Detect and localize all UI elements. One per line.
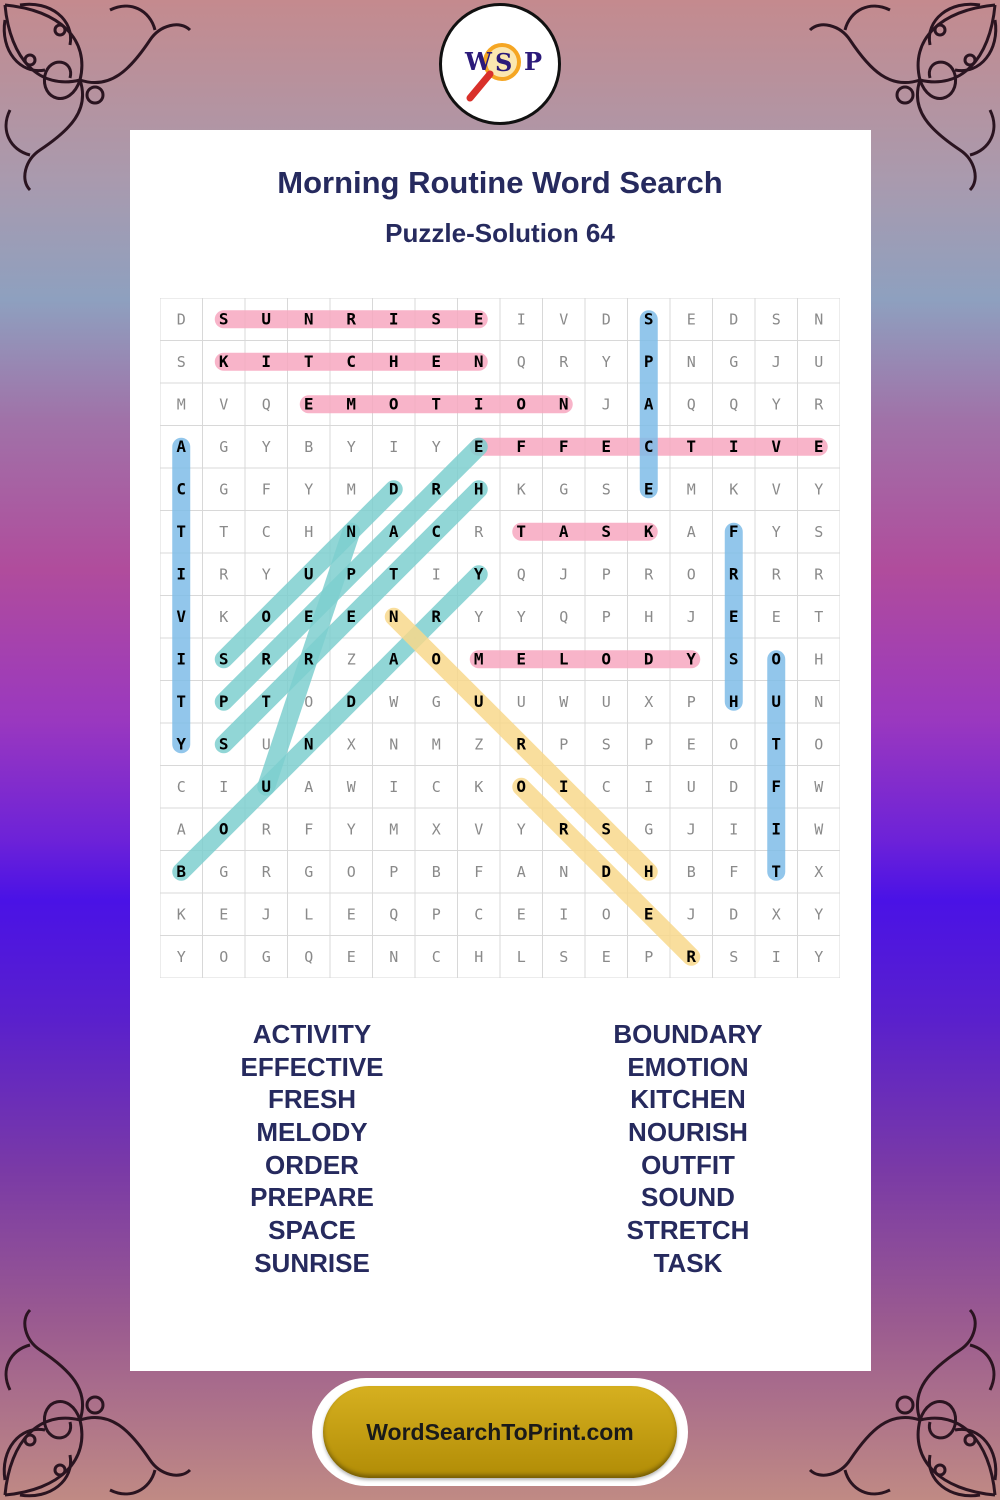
grid-cell-letter: C <box>176 479 187 499</box>
grid-cell-letter: I <box>516 310 526 329</box>
grid-cell-letter: M <box>431 735 441 754</box>
grid-cell-letter: H <box>304 522 314 541</box>
grid-cell-letter: G <box>304 862 314 881</box>
grid-cell-letter: X <box>644 692 654 711</box>
grid-cell-letter: Y <box>261 437 271 456</box>
grid-cell-letter: S <box>814 522 824 541</box>
grid-cell-letter: Q <box>729 395 739 414</box>
grid-cell-letter: P <box>643 351 654 371</box>
grid-cell-letter: G <box>219 437 229 456</box>
grid-cell-letter: E <box>771 607 781 626</box>
grid-cell-letter: T <box>431 394 442 414</box>
grid-cell-letter: S <box>601 521 612 541</box>
grid-cell-letter: Y <box>814 480 824 499</box>
grid-cell-letter: R <box>261 820 271 839</box>
grid-cell-letter: T <box>388 564 399 584</box>
grid-cell-letter: O <box>431 649 442 669</box>
grid-cell-letter: O <box>219 947 229 966</box>
page-subtitle: Puzzle-Solution 64 <box>385 218 615 248</box>
grid-cell-letter: I <box>219 777 229 796</box>
grid-cell-letter: N <box>389 735 399 754</box>
grid-cell-letter: F <box>771 776 782 796</box>
grid-cell-letter: J <box>686 607 696 626</box>
grid-cell-letter: V <box>176 606 187 626</box>
grid-cell-letter: F <box>474 862 484 881</box>
grid-cell-letter: A <box>686 522 696 541</box>
grid-cell-letter: V <box>559 310 569 329</box>
grid-cell-letter: T <box>771 861 782 881</box>
grid-cell-letter: L <box>558 649 569 669</box>
grid-cell-letter: S <box>601 735 611 754</box>
grid-cell-letter: E <box>219 905 229 924</box>
grid-cell-letter: T <box>686 436 697 456</box>
logo-letter-w: W <box>465 47 492 76</box>
grid-cell-letter: I <box>389 437 399 456</box>
grid-cell-letter: O <box>218 819 229 839</box>
grid-cell-letter: S <box>431 309 442 329</box>
grid-cell-letter: Y <box>474 607 484 626</box>
grid-cell-letter: Y <box>261 565 271 584</box>
grid-cell-letter: G <box>219 480 229 499</box>
wsp-logo[interactable] <box>439 3 561 125</box>
grid-cell-letter: N <box>558 394 569 414</box>
grid-cell-letter: Y <box>473 564 484 584</box>
grid-cell-letter: J <box>261 905 271 924</box>
grid-cell-letter: I <box>473 394 484 414</box>
grid-cell-letter: D <box>729 310 739 329</box>
grid-cell-letter: Y <box>686 649 697 669</box>
grid-cell-letter: U <box>771 691 782 711</box>
grid-cell-letter: H <box>644 607 654 626</box>
grid-cell-letter: Q <box>686 395 696 414</box>
grid-cell-letter: K <box>516 480 526 499</box>
grid-cell-letter: R <box>516 734 527 754</box>
grid-cell-letter: M <box>473 649 484 669</box>
grid-cell-letter: G <box>431 692 441 711</box>
grid-cell-letter: R <box>558 819 569 839</box>
grid-cell-letter: J <box>771 352 781 371</box>
grid-cell-letter: T <box>176 521 187 541</box>
grid-cell-letter: U <box>261 735 271 754</box>
grid-cell-letter: A <box>558 521 569 541</box>
grid-cell-letter: O <box>601 649 612 669</box>
word-list-item: EFFECTIVE <box>240 1051 384 1082</box>
grid-cell-letter: G <box>729 352 739 371</box>
grid-cell-letter: P <box>601 565 611 584</box>
grid-cell-letter: F <box>516 436 527 456</box>
grid-cell-letter: M <box>346 394 357 414</box>
grid-cell-letter: C <box>346 351 357 371</box>
grid-cell-letter: P <box>601 607 611 626</box>
grid-cell-letter: H <box>814 650 824 669</box>
grid-cell-letter: U <box>261 309 272 329</box>
grid-cell-letter: O <box>771 649 782 669</box>
grid-cell-letter: O <box>261 606 272 626</box>
grid-cell-letter: X <box>431 820 441 839</box>
grid-cell-letter: Z <box>474 735 484 754</box>
grid-cell-letter: E <box>686 310 696 329</box>
grid-cell-letter: T <box>176 691 187 711</box>
grid-cell-letter: J <box>559 565 569 584</box>
grid-cell-letter: E <box>686 735 696 754</box>
grid-cell-letter: S <box>643 309 654 329</box>
page-title: Morning Routine Word Search <box>277 165 723 200</box>
grid-cell-letter: D <box>601 310 611 329</box>
word-list-item: SUNRISE <box>254 1247 370 1278</box>
word-list-item: KITCHEN <box>630 1084 746 1115</box>
grid-cell-letter: R <box>814 565 824 584</box>
word-list-right <box>528 1018 848 1280</box>
grid-cell-letter: R <box>559 352 569 371</box>
word-list-item: STRETCH <box>626 1215 750 1246</box>
grid-cell-letter: R <box>261 649 272 669</box>
grid-cell-letter: T <box>219 522 229 541</box>
grid-cell-letter: L <box>304 905 314 924</box>
grid-cell-letter: M <box>346 480 356 499</box>
grid-cell-letter: Y <box>176 947 186 966</box>
grid-cell-letter: E <box>643 904 654 924</box>
grid-cell-letter: R <box>644 565 654 584</box>
grid-cell-letter: E <box>516 649 527 669</box>
grid-cell-letter: T <box>516 521 527 541</box>
grid-cell-letter: H <box>728 691 739 711</box>
word-list-item: SOUND <box>641 1182 735 1213</box>
grid-cell-letter: Y <box>601 352 611 371</box>
grid-cell-letter: G <box>219 862 229 881</box>
grid-cell-letter: E <box>516 905 526 924</box>
grid-cell-letter: I <box>176 564 187 584</box>
grid-cell-letter: P <box>686 692 696 711</box>
word-list-item: PREPARE <box>250 1182 374 1213</box>
grid-cell-letter: N <box>389 947 399 966</box>
grid-cell-letter: U <box>261 776 272 796</box>
grid-cell-letter: I <box>388 309 399 329</box>
website-button[interactable] <box>323 1386 677 1478</box>
grid-cell-letter: F <box>261 480 271 499</box>
grid-cell-letter: I <box>644 777 654 796</box>
grid-cell-letter: S <box>218 734 229 754</box>
grid-cell-letter: I <box>261 351 272 371</box>
grid-cell-letter: M <box>176 395 186 414</box>
grid-cell-letter: K <box>219 607 229 626</box>
grid-cell-letter: U <box>601 692 611 711</box>
grid-cell-letter: L <box>516 947 526 966</box>
grid-cell-letter: T <box>261 691 272 711</box>
grid-cell-letter: Y <box>516 607 526 626</box>
grid-cell-letter: N <box>303 734 314 754</box>
grid-cell-letter: P <box>389 862 399 881</box>
grid-cell-letter: K <box>176 905 186 924</box>
grid-cell-letter: K <box>474 777 484 796</box>
website-label: WordSearchToPrint.com <box>366 1418 634 1445</box>
grid-cell-letter: G <box>644 820 654 839</box>
grid-cell-letter: I <box>431 565 441 584</box>
word-list-item: FRESH <box>267 1084 357 1115</box>
grid-cell-letter: V <box>474 820 484 839</box>
grid-cell-letter: I <box>389 777 399 796</box>
grid-cell-letter: F <box>304 820 314 839</box>
grid-cell-letter: H <box>474 947 484 966</box>
grid-cell-letter: Z <box>346 650 356 669</box>
grid-cell-letter: A <box>176 436 187 456</box>
grid-cell-letter: D <box>601 861 612 881</box>
word-list-item: SPACE <box>268 1215 356 1246</box>
grid-cell-letter: D <box>643 649 654 669</box>
grid-cell-letter: S <box>601 819 612 839</box>
grid-cell-letter: E <box>601 436 612 456</box>
grid-cell-letter: N <box>686 352 696 371</box>
grid-cell-letter: O <box>346 862 356 881</box>
word-list-item: TASK <box>653 1247 723 1278</box>
grid-cell-letter: X <box>346 735 356 754</box>
grid-cell-letter: J <box>686 905 696 924</box>
grid-cell-letter: C <box>643 436 654 456</box>
grid-cell-letter: O <box>814 735 824 754</box>
grid-cell-letter: I <box>559 905 569 924</box>
grid-cell-letter: T <box>771 734 782 754</box>
grid-canvas <box>160 298 840 978</box>
grid-cell-letter: Y <box>304 480 314 499</box>
grid-cell-letter: R <box>303 649 314 669</box>
grid-cell-letter: S <box>218 649 229 669</box>
grid-cell-letter: D <box>176 310 186 329</box>
grid-cell-letter: M <box>686 480 696 499</box>
grid-cell-letter: S <box>729 947 739 966</box>
grid-cell-letter: B <box>686 862 696 881</box>
grid-cell-letter: U <box>303 564 314 584</box>
grid-cell-letter: C <box>474 905 484 924</box>
grid-cell-letter: B <box>304 437 314 456</box>
grid-cell-letter: O <box>686 565 696 584</box>
grid-cell-letter: C <box>431 521 442 541</box>
grid-cell-letter: E <box>813 436 824 456</box>
grid-cell-letter: I <box>771 947 781 966</box>
grid-cell-letter: G <box>559 480 569 499</box>
grid-cell-letter: C <box>431 947 441 966</box>
grid-cell-letter: K <box>643 521 654 541</box>
grid-cell-letter: P <box>559 735 569 754</box>
grid-cell-letter: I <box>176 649 187 669</box>
grid-cell-letter: T <box>814 607 824 626</box>
grid-cell-letter: V <box>771 480 781 499</box>
grid-cell-letter: A <box>304 777 314 796</box>
grid-cell-letter: C <box>261 522 271 541</box>
grid-cell-letter: W <box>559 692 569 711</box>
grid-cell-letter: C <box>431 777 441 796</box>
grid-cell-letter: N <box>473 351 484 371</box>
grid-cell-letter: O <box>729 735 739 754</box>
grid-cell-letter: E <box>473 436 484 456</box>
grid-cell-letter: Q <box>559 607 569 626</box>
grid-cell-letter: Q <box>304 947 314 966</box>
grid-cell-letter: P <box>644 947 654 966</box>
grid-cell-letter: J <box>601 395 611 414</box>
grid-cell-letter: M <box>389 820 399 839</box>
logo-letter-s: S <box>495 48 513 77</box>
grid-cell-letter: O <box>304 692 314 711</box>
grid-cell-letter: E <box>728 606 739 626</box>
grid-cell-letter: Q <box>389 905 399 924</box>
logo-letter-p: P <box>524 47 543 76</box>
grid-cell-letter: Y <box>814 947 824 966</box>
grid-cell-letter: E <box>473 309 484 329</box>
grid-cell-letter: R <box>814 395 824 414</box>
grid-cell-letter: O <box>516 394 527 414</box>
grid-cell-letter: J <box>686 820 696 839</box>
grid-cell-letter: T <box>303 351 314 371</box>
grid-cell-letter: N <box>346 521 357 541</box>
grid-cell-letter: V <box>219 395 229 414</box>
grid-cell-letter: N <box>814 310 824 329</box>
grid-cell-letter: R <box>474 522 484 541</box>
grid-cell-letter: B <box>176 861 187 881</box>
grid-cell-letter: R <box>728 564 739 584</box>
grid-cell-letter: O <box>388 394 399 414</box>
grid-cell-letter: Y <box>516 820 526 839</box>
grid-cell-letter: P <box>644 735 654 754</box>
grid-cell-letter: D <box>388 479 399 499</box>
grid-cell-letter: P <box>346 564 357 584</box>
grid-cell-letter: P <box>218 691 229 711</box>
word-list-left <box>152 1018 472 1280</box>
word-list-item: BOUNDARY <box>613 1019 763 1049</box>
grid-cell-letter: R <box>346 309 357 329</box>
grid-cell-letter: H <box>643 861 654 881</box>
grid-cell-letter: W <box>346 777 356 796</box>
word-list-item: ORDER <box>265 1149 359 1180</box>
word-list-item: EMOTION <box>627 1051 749 1082</box>
word-list-item: MELODY <box>256 1117 368 1148</box>
grid-cell-letter: Y <box>176 734 187 754</box>
grid-cell-letter: F <box>558 436 569 456</box>
grid-cell-letter: R <box>431 479 442 499</box>
grid-cell-letter: U <box>686 777 696 796</box>
word-search-grid <box>160 298 840 978</box>
grid-cell-letter: R <box>431 606 442 626</box>
grid-cell-letter: Y <box>431 437 441 456</box>
grid-cell-letter: B <box>431 862 441 881</box>
grid-cell-letter: A <box>516 862 526 881</box>
grid-cell-letter: Y <box>814 905 824 924</box>
grid-cell-letter: R <box>771 565 781 584</box>
grid-cell-letter: H <box>473 479 484 499</box>
grid-cell-letter: P <box>431 905 441 924</box>
grid-cell-letter: E <box>601 947 611 966</box>
grid-cell-letter: E <box>303 394 314 414</box>
grid-cell-letter: X <box>814 862 824 881</box>
word-list-item: ACTIVITY <box>252 1019 372 1049</box>
grid-cell-letter: O <box>601 905 611 924</box>
grid-cell-letter: N <box>814 692 824 711</box>
grid-cell-letter: R <box>219 565 229 584</box>
grid-cell-letter: I <box>729 820 739 839</box>
grid-cell-letter: I <box>771 819 782 839</box>
grid-cell-letter: S <box>601 480 611 499</box>
grid-cell-letter: U <box>473 691 484 711</box>
grid-cell-letter: E <box>346 606 357 626</box>
grid-cell-letter: F <box>729 862 739 881</box>
grid-cell-letter: Q <box>261 395 271 414</box>
grid-cell-letter: D <box>729 905 739 924</box>
grid-cell-letter: Y <box>346 437 356 456</box>
grid-cell-letter: N <box>303 309 314 329</box>
grid-cell-letter: S <box>728 649 739 669</box>
grid-cell-letter: D <box>346 691 357 711</box>
grid-cell-letter: S <box>218 309 229 329</box>
grid-cell-letter: N <box>559 862 569 881</box>
word-list-item: NOURISH <box>628 1117 748 1148</box>
grid-cell-letter: C <box>601 777 611 796</box>
grid-cell-letter: K <box>218 351 229 371</box>
grid-cell-letter: X <box>771 905 781 924</box>
grid-cell-letter: S <box>176 352 186 371</box>
grid-cell-letter: Q <box>516 352 526 371</box>
word-list-item: OUTFIT <box>641 1149 735 1180</box>
grid-cell-letter: E <box>346 905 356 924</box>
grid-cell-letter: D <box>729 777 739 796</box>
grid-cell-letter: C <box>176 777 186 796</box>
grid-cell-letter: V <box>771 436 782 456</box>
grid-cell-letter: A <box>388 521 399 541</box>
grid-cell-letter: Y <box>771 522 781 541</box>
grid-cell-letter: U <box>814 352 824 371</box>
grid-cell-letter: O <box>516 776 527 796</box>
grid-cell-letter: S <box>771 310 781 329</box>
grid-cell-letter: Y <box>346 820 356 839</box>
grid-cell-letter: R <box>686 946 697 966</box>
grid-cell-letter: A <box>643 394 654 414</box>
grid-cell-letter: N <box>388 606 399 626</box>
grid-cell-letter: E <box>643 479 654 499</box>
grid-cell-letter: R <box>261 862 271 881</box>
grid-cell-letter: I <box>728 436 739 456</box>
grid-cell-letter: F <box>728 521 739 541</box>
grid-cell-letter: Q <box>516 565 526 584</box>
grid-cell-letter: A <box>388 649 399 669</box>
grid-cell-letter: W <box>814 777 824 796</box>
grid-cell-letter: E <box>431 351 442 371</box>
grid-cell-letter: K <box>729 480 739 499</box>
grid-cell-letter: W <box>814 820 824 839</box>
grid-cell-letter: I <box>558 776 569 796</box>
grid-cell-letter: E <box>346 947 356 966</box>
grid-cell-letter: E <box>303 606 314 626</box>
grid-cell-letter: G <box>261 947 271 966</box>
grid-cell-letter: S <box>559 947 569 966</box>
grid-cell-letter: H <box>388 351 399 371</box>
grid-cell-letter: A <box>176 820 186 839</box>
grid-cell-letter: Y <box>771 395 781 414</box>
grid-cell-letter: W <box>389 692 399 711</box>
grid-cell-letter: U <box>516 692 526 711</box>
